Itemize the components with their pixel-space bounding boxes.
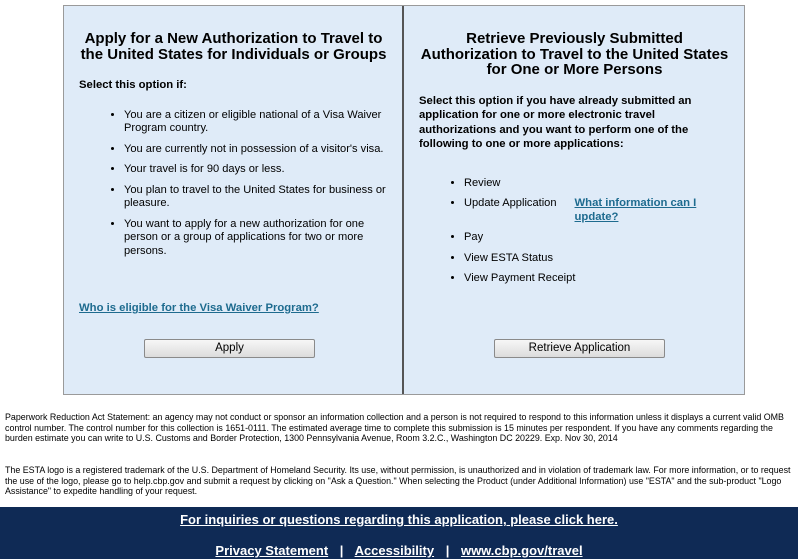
list-item: • Review [464, 177, 730, 191]
update-application-label: • Update Application [464, 197, 557, 209]
cbp-travel-link[interactable]: www.cbp.gov/travel [460, 543, 583, 558]
visa-waiver-eligibility-link[interactable]: Who is eligible for the Visa Waiver Program? [79, 302, 319, 314]
accessibility-link[interactable]: Accessibility [354, 543, 435, 558]
footer-links [0, 543, 798, 558]
retrieve-panel-title: Retrieve Previously Submitted Authorization to Travel to the United States for One or More Persons [420, 30, 729, 78]
privacy-statement-link[interactable]: Privacy Statement [215, 543, 329, 558]
list-item: • View ESTA Status [464, 252, 730, 266]
footer [0, 507, 798, 559]
retrieve-panel-lead: Select this option if you have already submitted an application for one or more electronic travel authorizations and you want to perform one of the following to one or more applications: [419, 94, 692, 150]
retrieve-actions-list [419, 177, 730, 286]
retrieve-application-button[interactable]: Retrieve Application [494, 339, 665, 358]
paperwork-reduction-notice: Paperwork Reduction Act Statement: an agency may not conduct or sponsor an information collection and a person is not required to respond to this information unless it displays a current valid OMB control number. The control number for this collection is 1651-0111. The estimated average time to complete this submission is 15 minutes per respondent. If you have any comments regarding the burden estimate you can write to U.S. Customs and Border Protection, 1300 Pennsylvania Avenue, Room 3.2.C., Washington DC 20229. Exp. Nov 30, 2014 [5, 412, 784, 444]
list-item [464, 197, 730, 224]
list-item: • Pay [464, 231, 730, 245]
apply-panel-title: Apply for a New Authorization to Travel to the United States for Individuals or Groups [80, 30, 387, 63]
retrieve-panel [404, 6, 744, 394]
what-info-can-i-update-link[interactable]: What information can I update? [574, 197, 697, 223]
footer-separator: | [445, 543, 450, 558]
apply-criteria-list [79, 109, 388, 259]
list-item: • You are currently not in possession of a visitor's visa. [124, 143, 388, 157]
apply-panel [64, 6, 404, 394]
esta-logo-trademark-notice: The ESTA logo is a registered trademark of the U.S. Department of Homeland Security. Its use, without permission, is unauthorized and in violation of trademark law. For more information, or to request the use of the logo, please go to help.cbp.gov and submit a request by clicking on "Ask a Question." When selecting the Product (under Additional Information) use "ESTA" and the sub-product "Logo Assistance" to expedite handling of your request. [5, 465, 791, 497]
list-item: • You are a citizen or eligible national of a Visa Waiver Program country. [124, 109, 388, 136]
footer-separator: | [339, 543, 344, 558]
list-item: • You plan to travel to the United States for business or pleasure. [124, 184, 388, 211]
apply-panel-lead: Select this option if: [79, 79, 187, 91]
list-item: • View Payment Receipt [464, 272, 730, 286]
options-panels [63, 5, 745, 395]
apply-button[interactable]: Apply [144, 339, 315, 358]
inquiries-link[interactable]: For inquiries or questions regarding this application, please click here. [180, 512, 618, 527]
list-item: • Your travel is for 90 days or less. [124, 163, 388, 177]
list-item: • You want to apply for a new authorization for one person or a group of applications for two or more persons. [124, 218, 388, 259]
